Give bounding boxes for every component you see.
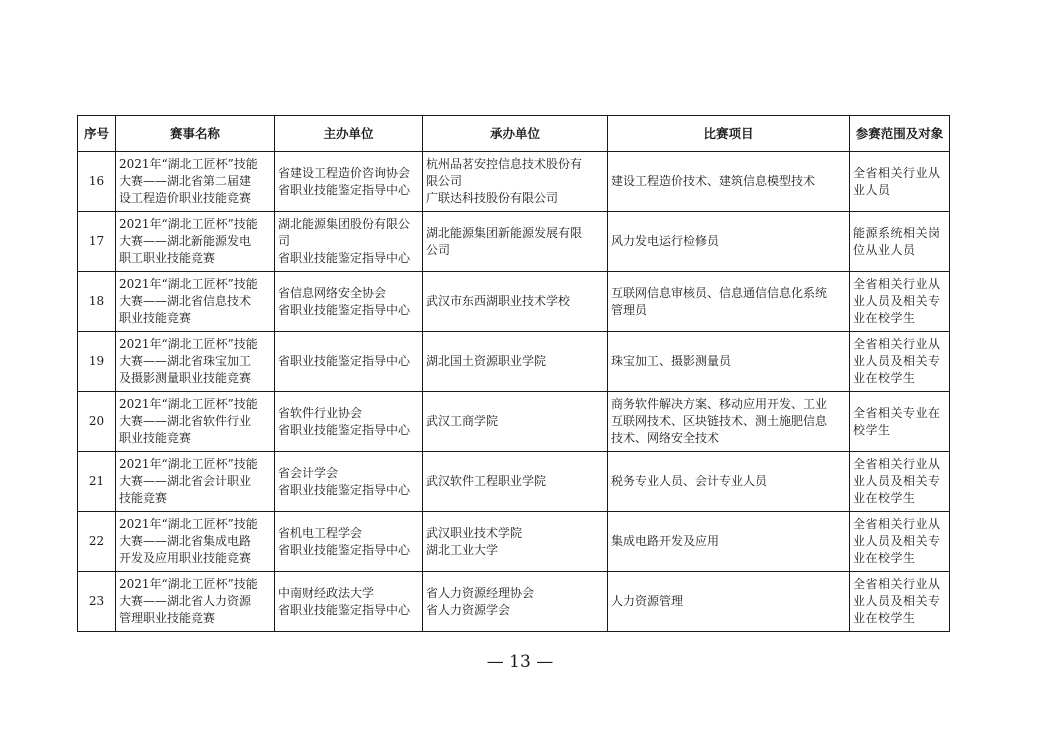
name-line: 2021年“湖北工匠杯”技能 <box>119 517 258 531</box>
table-row <box>78 152 950 212</box>
cell-scope: 全省相关行业从业人员 <box>850 152 950 212</box>
cell-scope: 全省相关专业在校学生 <box>850 392 950 452</box>
table-row <box>78 392 950 452</box>
header-events: 比赛项目 <box>608 116 850 152</box>
events-line: 珠宝加工、摄影测量员 <box>611 354 732 368</box>
host-line: 省职业技能鉴定指导中心 <box>278 602 411 617</box>
organizer-line: 杭州品茗安控信息技术股份有 <box>426 157 583 171</box>
table-row <box>78 332 950 392</box>
name-line: 2021年“湖北工匠杯”技能 <box>119 457 258 471</box>
cell-organizer-unit <box>423 332 608 392</box>
host-line: 省职业技能鉴定指导中心 <box>278 542 411 557</box>
name-line: 大赛——湖北省人力资源 <box>119 594 252 608</box>
cell-competition-name <box>116 152 275 212</box>
organizer-line: 公司 <box>426 242 451 257</box>
name-line: 大赛——湖北省珠宝加工 <box>119 354 252 368</box>
name-line: 大赛——湖北省软件行业 <box>119 414 252 428</box>
cell-host-unit <box>275 212 423 272</box>
cell-scope: 全省相关行业从业人员及相关专业在校学生 <box>850 272 950 332</box>
cell-competition-name <box>116 392 275 452</box>
header-serial: 序号 <box>78 116 116 152</box>
events-line: 税务专业人员、会计专业人员 <box>611 474 768 488</box>
host-line: 省职业技能鉴定指导中心 <box>278 354 411 368</box>
table-row <box>78 272 950 332</box>
events-line: 建设工程造价技术、建筑信息模型技术 <box>611 174 816 188</box>
table-row <box>78 212 950 272</box>
name-line: 职业技能竞赛 <box>119 431 192 445</box>
cell-organizer-unit <box>423 392 608 452</box>
host-line: 中南财经政法大学 <box>278 585 375 600</box>
header-competition-name: 赛事名称 <box>116 116 275 152</box>
cell-competition-name <box>116 212 275 272</box>
events-line: 集成电路开发及应用 <box>611 534 720 548</box>
cell-competition-name <box>116 512 275 572</box>
cell-competition-name <box>116 452 275 512</box>
host-line: 省建设工程造价咨询协会 <box>278 165 411 180</box>
cell-serial: 16 <box>78 152 116 212</box>
cell-serial: 17 <box>78 212 116 272</box>
name-line: 技能竞赛 <box>119 491 168 505</box>
cell-events <box>608 512 850 572</box>
cell-organizer-unit <box>423 152 608 212</box>
name-line: 2021年“湖北工匠杯”技能 <box>119 577 258 591</box>
name-line: 职工职业技能竞赛 <box>119 251 216 265</box>
organizer-line: 湖北能源集团新能源发展有限 <box>426 225 583 240</box>
cell-events <box>608 272 850 332</box>
host-line: 省职业技能鉴定指导中心 <box>278 482 411 497</box>
name-line: 2021年“湖北工匠杯”技能 <box>119 157 258 171</box>
host-line: 湖北能源集团股份有限公 <box>278 217 411 231</box>
cell-organizer-unit <box>423 452 608 512</box>
cell-host-unit <box>275 572 423 632</box>
events-line: 技术、网络安全技术 <box>611 431 720 445</box>
name-line: 2021年“湖北工匠杯”技能 <box>119 397 258 411</box>
events-line: 管理员 <box>611 302 648 317</box>
cell-scope: 能源系统相关岗位从业人员 <box>850 212 950 272</box>
competition-table <box>77 115 950 632</box>
name-line: 2021年“湖北工匠杯”技能 <box>119 337 258 351</box>
cell-events <box>608 452 850 512</box>
cell-serial: 18 <box>78 272 116 332</box>
table-row <box>78 572 950 632</box>
organizer-line: 武汉职业技术学院 <box>426 525 523 540</box>
cell-serial: 19 <box>78 332 116 392</box>
cell-events <box>608 332 850 392</box>
cell-serial: 20 <box>78 392 116 452</box>
organizer-line: 广联达科技股份有限公司 <box>426 191 559 205</box>
host-line: 省职业技能鉴定指导中心 <box>278 251 411 265</box>
cell-scope: 全省相关行业从业人员及相关专业在校学生 <box>850 512 950 572</box>
cell-serial: 23 <box>78 572 116 632</box>
cell-host-unit <box>275 272 423 332</box>
cell-scope: 全省相关行业从业人员及相关专业在校学生 <box>850 452 950 512</box>
cell-events <box>608 572 850 632</box>
events-line: 商务软件解决方案、移动应用开发、工业 <box>611 397 828 411</box>
events-line: 互联网技术、区块链技术、测土施肥信息 <box>611 414 828 428</box>
cell-organizer-unit <box>423 272 608 332</box>
cell-serial: 21 <box>78 452 116 512</box>
events-line: 互联网信息审核员、信息通信信息化系统 <box>611 285 828 300</box>
host-line: 省职业技能鉴定指导中心 <box>278 422 411 437</box>
cell-competition-name <box>116 572 275 632</box>
events-line: 风力发电运行检修员 <box>611 234 720 248</box>
name-line: 大赛——湖北省第二届建 <box>119 174 252 188</box>
organizer-line: 武汉软件工程职业学院 <box>426 474 547 488</box>
events-line: 人力资源管理 <box>611 594 684 608</box>
organizer-line: 湖北国土资源职业学院 <box>426 354 547 368</box>
organizer-line: 湖北工业大学 <box>426 542 499 557</box>
name-line: 大赛——湖北省信息技术 <box>119 294 252 308</box>
cell-events <box>608 212 850 272</box>
host-line: 省职业技能鉴定指导中心 <box>278 182 411 197</box>
cell-host-unit <box>275 452 423 512</box>
cell-host-unit <box>275 332 423 392</box>
name-line: 开发及应用职业技能竞赛 <box>119 551 252 565</box>
organizer-line: 省人力资源经理协会 <box>426 585 535 600</box>
name-line: 设工程造价职业技能竞赛 <box>119 191 252 205</box>
cell-events <box>608 392 850 452</box>
cell-competition-name <box>116 332 275 392</box>
page-number: — 13 — <box>486 652 554 672</box>
cell-organizer-unit <box>423 212 608 272</box>
organizer-line: 省人力资源学会 <box>426 602 511 617</box>
header-host-unit: 主办单位 <box>275 116 423 152</box>
header-organizer-unit: 承办单位 <box>423 116 608 152</box>
organizer-line: 武汉市东西湖职业技术学校 <box>426 294 571 308</box>
table-header-row <box>78 116 950 152</box>
header-scope: 参赛范围及对象 <box>850 116 950 152</box>
host-line: 省软件行业协会 <box>278 405 363 420</box>
cell-serial: 22 <box>78 512 116 572</box>
host-line: 司 <box>278 234 291 248</box>
name-line: 及摄影测量职业技能竞赛 <box>119 371 252 385</box>
name-line: 大赛——湖北省集成电路 <box>119 534 252 548</box>
host-line: 省会计学会 <box>278 465 339 480</box>
cell-scope: 全省相关行业从业人员及相关专业在校学生 <box>850 332 950 392</box>
cell-organizer-unit <box>423 512 608 572</box>
cell-organizer-unit <box>423 572 608 632</box>
organizer-line: 武汉工商学院 <box>426 414 499 428</box>
cell-host-unit <box>275 512 423 572</box>
name-line: 职业技能竞赛 <box>119 311 192 325</box>
host-line: 省信息网络安全协会 <box>278 285 387 300</box>
cell-scope: 全省相关行业从业人员及相关专业在校学生 <box>850 572 950 632</box>
cell-host-unit <box>275 152 423 212</box>
name-line: 2021年“湖北工匠杯”技能 <box>119 277 258 291</box>
table-row <box>78 512 950 572</box>
cell-events <box>608 152 850 212</box>
name-line: 管理职业技能竞赛 <box>119 611 216 625</box>
host-line: 省机电工程学会 <box>278 525 363 540</box>
name-line: 大赛——湖北新能源发电 <box>119 234 252 248</box>
name-line: 大赛——湖北省会计职业 <box>119 474 252 488</box>
name-line: 2021年“湖北工匠杯”技能 <box>119 217 258 231</box>
table-row <box>78 452 950 512</box>
cell-host-unit <box>275 392 423 452</box>
organizer-line: 限公司 <box>426 174 463 188</box>
host-line: 省职业技能鉴定指导中心 <box>278 302 411 317</box>
cell-competition-name <box>116 272 275 332</box>
